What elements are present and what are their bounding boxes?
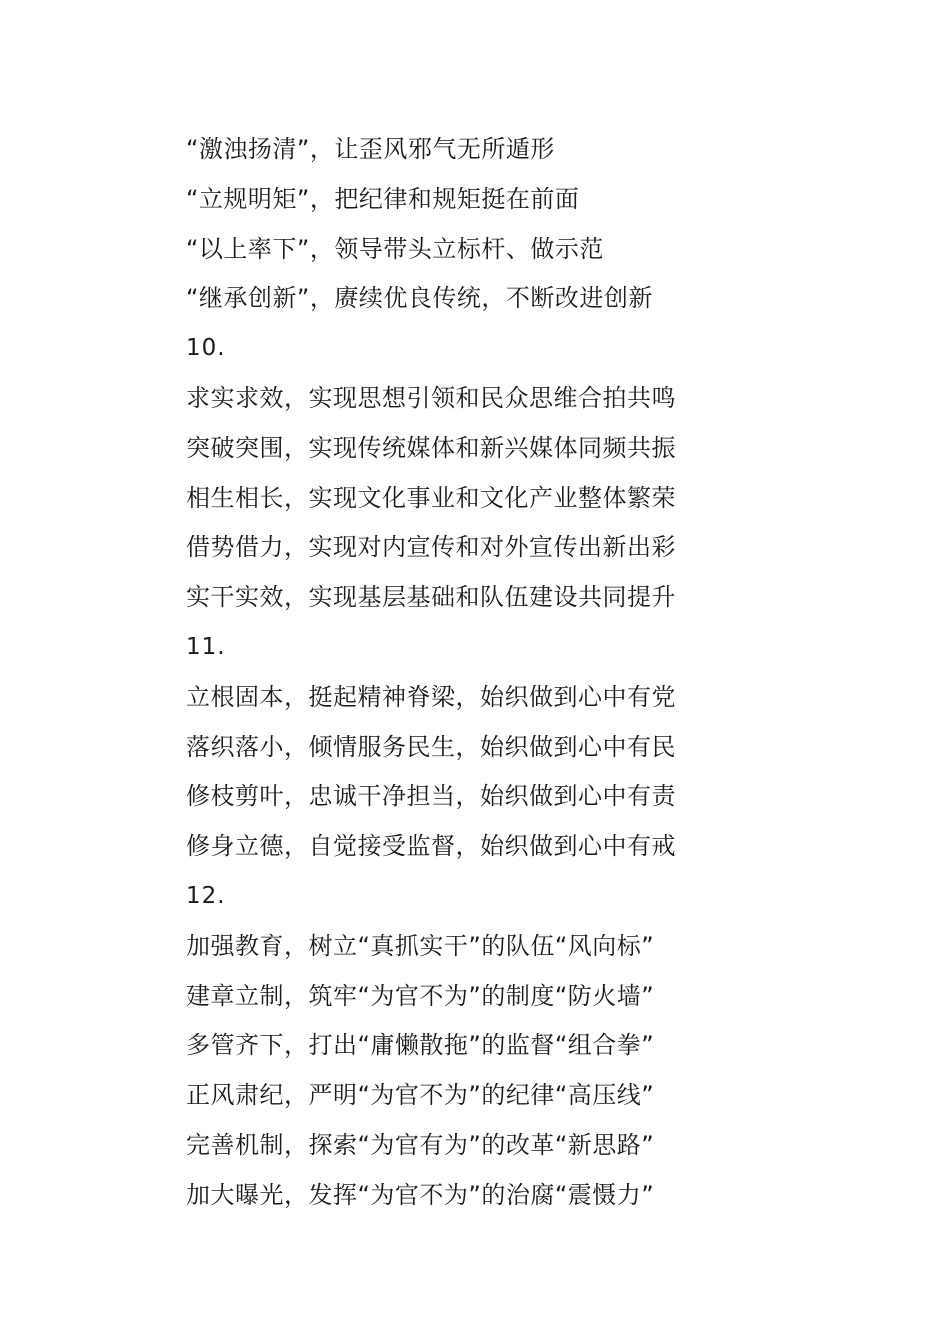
text-line: 相生相长，实现文化事业和文化产业整体繁荣: [186, 483, 676, 512]
text-line: 建章立制，筑牢“为官不为”的制度“防火墙”: [186, 981, 655, 1010]
text-line: 立根固本，挺起精神脊梁，始织做到心中有党: [186, 682, 676, 711]
section-number: 11.: [186, 633, 226, 660]
text-line: 修身立德，自觉接受监督，始织做到心中有戒: [186, 832, 676, 861]
text-line: 加强教育，树立“真抓实干”的队伍“风向标”: [186, 931, 655, 960]
section-number: 12.: [186, 882, 226, 909]
text-line: 落织落小，倾情服务民生，始织做到心中有民: [186, 732, 676, 761]
text-line: 正风肃纪，严明“为官不为”的纪律“高压线”: [186, 1081, 655, 1110]
text-line: 求实求效，实现思想引领和民众思维合拍共鸣: [186, 383, 676, 412]
text-line: 突破突围，实现传统媒体和新兴媒体同频共振: [186, 433, 676, 462]
text-line: 完善机制，探索“为官有为”的改革“新思路”: [186, 1130, 655, 1159]
text-line: “以上率下”，领导带头立标杆、做示范: [186, 234, 604, 263]
text-line: “立规明矩”，把纪律和规矩挺在前面: [186, 184, 580, 213]
text-line: 实干实效，实现基层基础和队伍建设共同提升: [186, 583, 676, 612]
text-line: “激浊扬清”，让歪风邪气无所遁形: [186, 135, 555, 163]
text-line: 修枝剪叶，忠诚干净担当，始织做到心中有责: [186, 782, 676, 811]
document-page: [186, 125, 766, 1221]
text-line: “继承创新”，赓续优良传统，不断改进创新: [186, 284, 653, 313]
section-number: 10.: [186, 335, 226, 362]
text-line: 多管齐下，打出“庸懒散拖”的监督“组合拳”: [186, 1031, 655, 1060]
text-line: 加大曝光，发挥“为官不为”的治腐“震慑力”: [186, 1180, 655, 1209]
text-line: 借势借力，实现对内宣传和对外宣传出新出彩: [186, 533, 676, 562]
